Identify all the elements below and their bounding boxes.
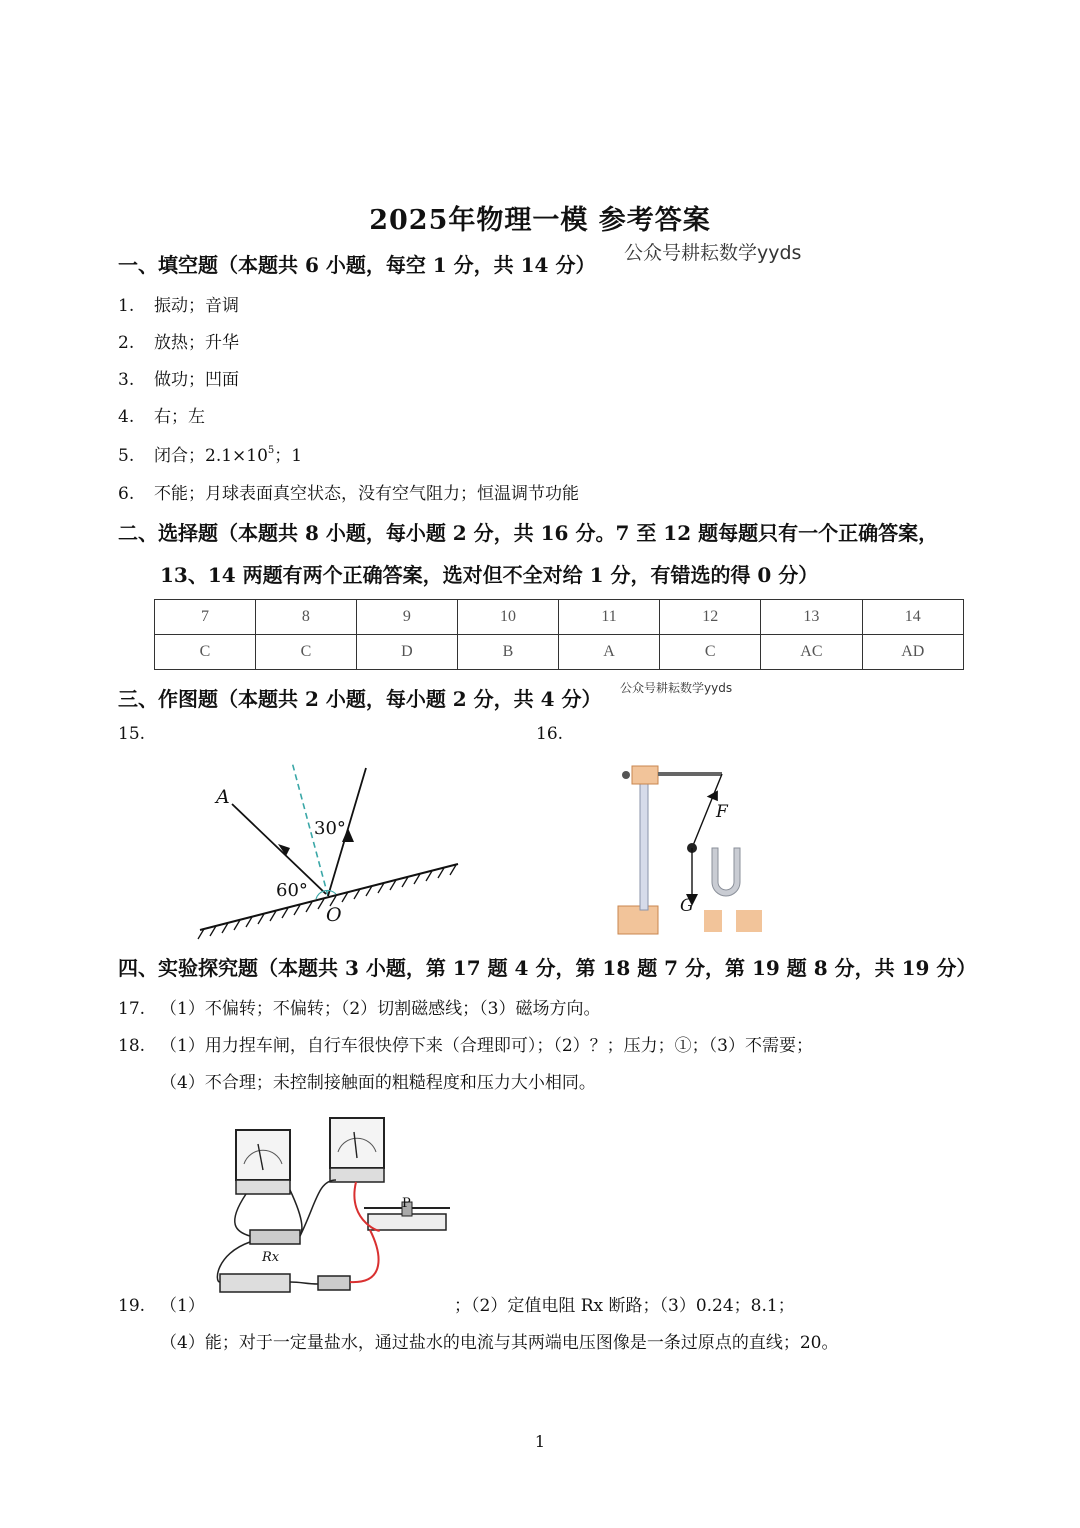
answer-number: 17. — [118, 999, 146, 1019]
answer-part-1: （1） — [160, 1296, 205, 1316]
answer-text: 不能；月球表面真空状态，没有空气阻力；恒温调节功能 — [154, 484, 579, 504]
answer-6 — [118, 479, 579, 504]
answer-19-cont: （4）能；对于一定量盐水，通过盐水的电流与其两端电压图像是一条过原点的直线；20。 — [160, 1333, 839, 1353]
table-cell: A — [559, 635, 660, 670]
table-cell: B — [457, 635, 558, 670]
watermark-small: 公众号耕耘数学yyds — [620, 681, 733, 695]
rx-label: Rx — [262, 1250, 280, 1265]
table-cell: 8 — [255, 600, 356, 635]
angle-60-label: 60° — [276, 880, 308, 901]
answer-4 — [118, 402, 205, 427]
answer-number: 3. — [118, 370, 135, 390]
slider-p-label: P — [402, 1196, 411, 1211]
circuit-diagram — [206, 1114, 456, 1304]
page-number: 1 — [534, 1432, 546, 1451]
table-cell: D — [356, 635, 457, 670]
table-cell: 9 — [356, 600, 457, 635]
section-3-heading: 三、作图题（本题共 2 小题，每小题 2 分，共 4 分） — [118, 687, 602, 711]
answer-text: 右；左 — [154, 407, 205, 427]
answer-number: 5. — [118, 446, 135, 466]
answer-5 — [118, 441, 302, 466]
question-15-label: 15. — [118, 724, 146, 744]
answer-number: 2. — [118, 333, 135, 353]
table-cell: 12 — [660, 600, 761, 635]
table-header-row — [155, 600, 964, 635]
answer-19 — [118, 1291, 205, 1316]
answer-number: 18. — [118, 1036, 146, 1056]
choice-answer-table — [154, 599, 964, 670]
answer-18-cont: （4）不合理；未控制接触面的粗糙程度和压力大小相同。 — [160, 1073, 596, 1093]
table-cell: AC — [761, 635, 862, 670]
table-cell: 13 — [761, 600, 862, 635]
angle-30-label: 30° — [314, 818, 346, 839]
answer-17 — [118, 994, 600, 1019]
table-cell: 10 — [457, 600, 558, 635]
answer-text: （1）不偏转；不偏转；（2）切割磁感线；（3）磁场方向。 — [160, 999, 601, 1019]
section-2-heading-cont: 13、14 两题有两个正确答案，选对但不全对给 1 分，有错选的得 0 分） — [160, 563, 819, 587]
answer-18 — [118, 1031, 813, 1056]
answer-text: 振动；音调 — [154, 296, 239, 316]
answer-2 — [118, 328, 239, 353]
answer-text-tail: ；1 — [274, 446, 303, 466]
table-cell: 14 — [862, 600, 963, 635]
answer-19-rest: ；（2）定值电阻 Rx 断路；（3）0.24；8.1； — [454, 1296, 795, 1316]
table-answer-row — [155, 635, 964, 670]
answer-text: 闭合；2.1×10 — [154, 446, 268, 466]
answer-number: 19. — [118, 1296, 146, 1316]
table-cell: AD — [862, 635, 963, 670]
section-1-heading: 一、填空题（本题共 6 小题，每空 1 分，共 14 分） — [118, 253, 596, 277]
table-cell: C — [660, 635, 761, 670]
force-g-label: G — [680, 896, 694, 916]
answer-number: 1. — [118, 296, 135, 316]
watermark-top: 公众号耕耘数学yyds — [624, 242, 802, 264]
answer-number: 6. — [118, 484, 135, 504]
section-2-heading: 二、选择题（本题共 8 小题，每小题 2 分，共 16 分。7 至 12 题每题只有一个正确答案， — [118, 521, 939, 545]
table-cell: C — [255, 635, 356, 670]
answer-3 — [118, 365, 239, 390]
answer-text: 放热；升华 — [154, 333, 239, 353]
answer-text: （1）用力捏车闸，自行车很快停下来（合理即可）；（2）？；压力；①；（3）不需要； — [160, 1036, 813, 1056]
section-4-heading: 四、实验探究题（本题共 3 小题，第 17 题 4 分，第 18 题 7 分，第 19 题 8 分，共 19 分） — [118, 956, 977, 980]
answer-1 — [118, 291, 239, 316]
table-cell: 7 — [155, 600, 256, 635]
table-cell: 11 — [559, 600, 660, 635]
point-a-label: A — [216, 786, 230, 808]
answer-number: 4. — [118, 407, 135, 427]
answer-text: 做功；凹面 — [154, 370, 239, 390]
page-title: 2025年物理一模 参考答案 — [369, 205, 711, 236]
force-f-label: F — [716, 802, 728, 822]
question-16-label: 16. — [536, 724, 564, 744]
table-cell: C — [155, 635, 256, 670]
exponent: 5 — [267, 445, 275, 456]
point-o-label: O — [326, 904, 342, 926]
